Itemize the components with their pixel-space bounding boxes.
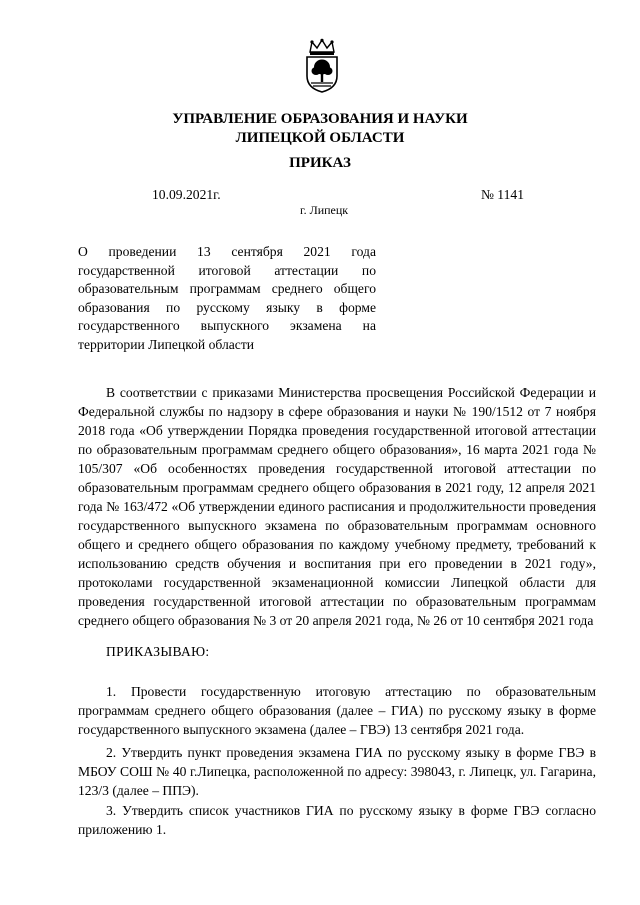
document-date: 10.09.2021г. — [152, 187, 221, 202]
order-heading: ПРИКАЗЫВАЮ: — [106, 644, 210, 659]
document-number: № 1141 — [480, 187, 524, 202]
preamble-paragraph: В соответствии с приказами Министерства просвещения Российской Федерации и Федеральной службы по надзору в сфере образования и науки № 190/1512 от 7 ноября 2018 года «Об утверждении Порядка проведения государственной итоговой аттестации по образовательным программам среднего общего образования», 16 марта 2021 года № 105/307 «Об особенностях проведения государственной итоговой аттестации по образовательным программам среднего общего образования в 2021 году, 12 апреля 2021 года № 163/472 «Об утверждении единого расписания и продолжительности проведения государственного выпускного экзамена по образовательным программам основного общего и среднего общего образования по каждому учебному предмету, требований к использованию средств обучения и воспитания при его проведении в 2021 году», протоколами государственной экзаменационной комиссии Липецкой области для проведения государственной итоговой аттестации по образовательным программам среднего общего образования № 3 от 20 апреля 2021 года, № 26 от 10 сентября 2021 года — [78, 385, 596, 628]
organization-name-line2: ЛИПЕЦКОЙ ОБЛАСТИ — [235, 130, 405, 146]
document-type: ПРИКАЗ — [289, 155, 351, 171]
order-item-1: 1. Провести государственную итоговую аттестацию по образовательным программам среднего общего образования (далее – ГИА) по русскому языку в форме государственного выпускного экзамена (далее – ГВЭ) 13 сентября 2021 года. — [78, 684, 596, 737]
document-city: г. Липецк — [300, 203, 349, 217]
document-subject: О проведении 13 сентября 2021 года государственной итоговой аттестации по образовательным программам среднего общего образования по русскому языку в форме государственного выпускного экзамена на территории Липецкой области — [78, 244, 376, 352]
order-item-2: 2. Утвердить пункт проведения экзамена ГИА по русскому языку в форме ГВЭ в МБОУ СОШ № 40 г.Липецка, расположенной по адресу: 398043, г. Липецк, ул. Гагарина, 123/3 (далее – ППЭ). — [78, 745, 596, 798]
order-item-3: 3. Утвердить список участников ГИА по русскому языку в форме ГВЭ согласно приложению 1. — [78, 803, 596, 837]
coat-of-arms-icon — [300, 38, 344, 94]
organization-name-line1: УПРАВЛЕНИЕ ОБРАЗОВАНИЯ И НАУКИ — [172, 111, 468, 127]
